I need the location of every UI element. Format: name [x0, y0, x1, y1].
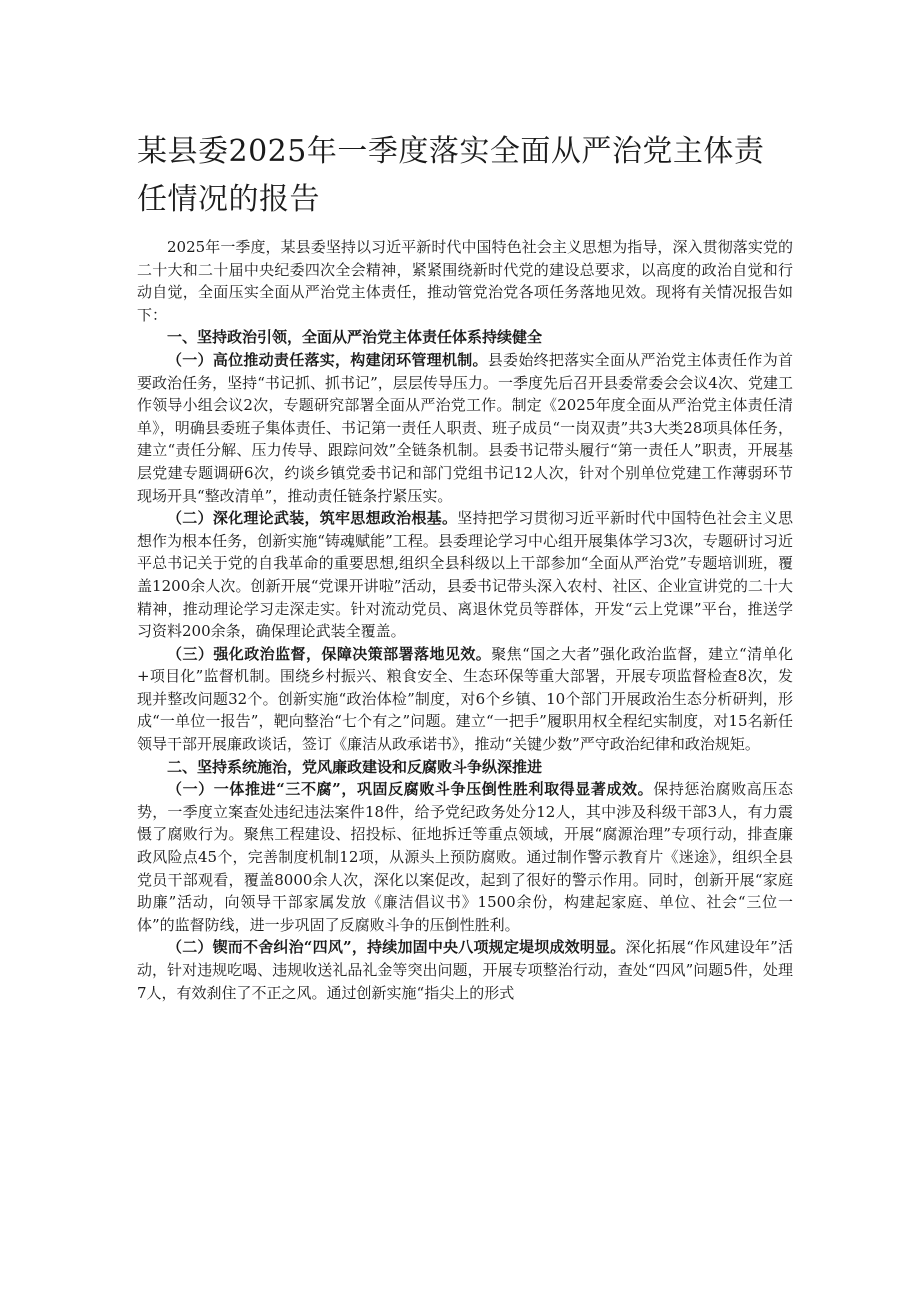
paragraph [137, 349, 793, 507]
intro-paragraph: 2025年一季度，某县委坚持以习近平新时代中国特色社会主义思想为指导，深入贯彻落实党的二十大和二十届中央纪委四次全会精神，紧紧围绕新时代党的建设总要求，以高度的政治自觉和行动自觉，全面压实全面从严治党主体责任，推动管党治党各项任务落地见效。现将有关情况报告如下： [137, 238, 793, 324]
paragraph [137, 778, 793, 936]
paragraph-lead: （二）锲而不舍纠治“四风”，持续加固中央八项规定堤坝成效明显。 [167, 938, 626, 957]
paragraph-text: 深化拓展“作风建设年”活动，针对违规吃喝、违规收送礼品礼金等突出问题，开展专项整治行动，查处“四风”问题5件，处理7人，有效刹住了不正之风。通过创新实施“指尖上的形式 [137, 938, 793, 1002]
document-body [137, 236, 793, 1004]
paragraph-text: 坚持把学习贯彻习近平新时代中国特色社会主义思想作为根本任务，创新实施“铸魂赋能”工程。县委理论学习中心组开展集体学习3次，专题研讨习近平总书记关于党的自我革命的重要思想,组织全县科级以上干部参加“全面从严治党”专题培训班，覆盖1200余人次。创新开展“党课开讲啦”活动，县委书记带头深入农村、社区、企业宣讲党的二十大精神，推动理论学习走深走实。针对流动党员、离退休党员等群体，开发“云上党课”平台，推送学习资料200余条，确保理论武装全覆盖。 [137, 509, 793, 641]
paragraph-lead: （三）强化政治监督，保障决策部署落地见效。 [167, 644, 492, 663]
paragraph-text: 聚焦“国之大者”强化政治监督，建立“清单化+项目化”监督机制。围绕乡村振兴、粮食安全、生态环保等重大部署，开展专项监督检查8次，发现并整改问题32个。创新实施“政治体检”制度，对6个乡镇、10个部门开展政治生态分析研判，形成“一单位一报告”，靶向整治“七个有之”问题。建立“一把手”履职用权全程纪实制度，对15名新任领导干部开展廉政谈话，签订《廉洁从政承诺书》，推动“关键少数”严守政治纪律和政治规矩。 [137, 644, 793, 754]
section-heading: 一、坚持政治引领，全面从严治党主体责任体系持续健全 [167, 328, 543, 347]
paragraph [137, 643, 793, 756]
paragraph-text: 保持惩治腐败高压态势，一季度立案查处违纪违法案件18件，给予党纪政务处分12人，其中涉及科级干部3人，有力震慑了腐败行为。聚焦工程建设、招投标、征地拆迁等重点领域，开展“腐源治理”专项行动，排查廉政风险点45个，完善制度机制12项，从源头上预防腐败。通过制作警示教育片《迷途》，组织全县党员干部观看，覆盖8000余人次，深化以案促改，起到了很好的警示作用。同时，创新开展“家庭助廉”活动，向领导干部家属发放《廉洁倡议书》1500余份，构建起家庭、单位、社会“三位一体”的监督防线，进一步巩固了反腐败斗争的压倒性胜利。 [137, 780, 793, 934]
paragraph-lead: （一）高位推动责任落实，构建闭环管理机制。 [167, 350, 488, 369]
document-title: 某县委2025年一季度落实全面从严治党主体责任情况的报告 [137, 134, 765, 217]
paragraph-lead: （二）深化理论武装，筑牢思想政治根基。 [167, 509, 458, 528]
section-heading: 二、坚持系统施治，党风廉政建设和反腐败斗争纵深推进 [167, 757, 543, 776]
paragraph-lead: （一）一体推进“三不腐”，巩固反腐败斗争压倒性胜利取得显著成效。 [167, 780, 654, 799]
paragraph [137, 936, 793, 1004]
paragraph-text: 县委始终把落实全面从严治党主体责任作为首要政治任务，坚持“书记抓、抓书记”，层层传导压力。一季度先后召开县委常委会会议4次、党建工作领导小组会议2次，专题研究部署全面从严治党工作。制定《2025年度全面从严治党主体责任清单》，明确县委班子集体责任、书记第一责任人职责、班子成员“一岗双责”共3大类28项具体任务，建立“责任分解、压力传导、跟踪问效”全链条机制。县委书记带头履行“第一责任人”职责，开展基层党建专题调研6次，约谈乡镇党委书记和部门党组书记12人次，针对个别单位党建工作薄弱环节现场开具“整改清单”，推动责任链条拧紧压实。 [137, 350, 793, 505]
paragraph [137, 507, 793, 643]
